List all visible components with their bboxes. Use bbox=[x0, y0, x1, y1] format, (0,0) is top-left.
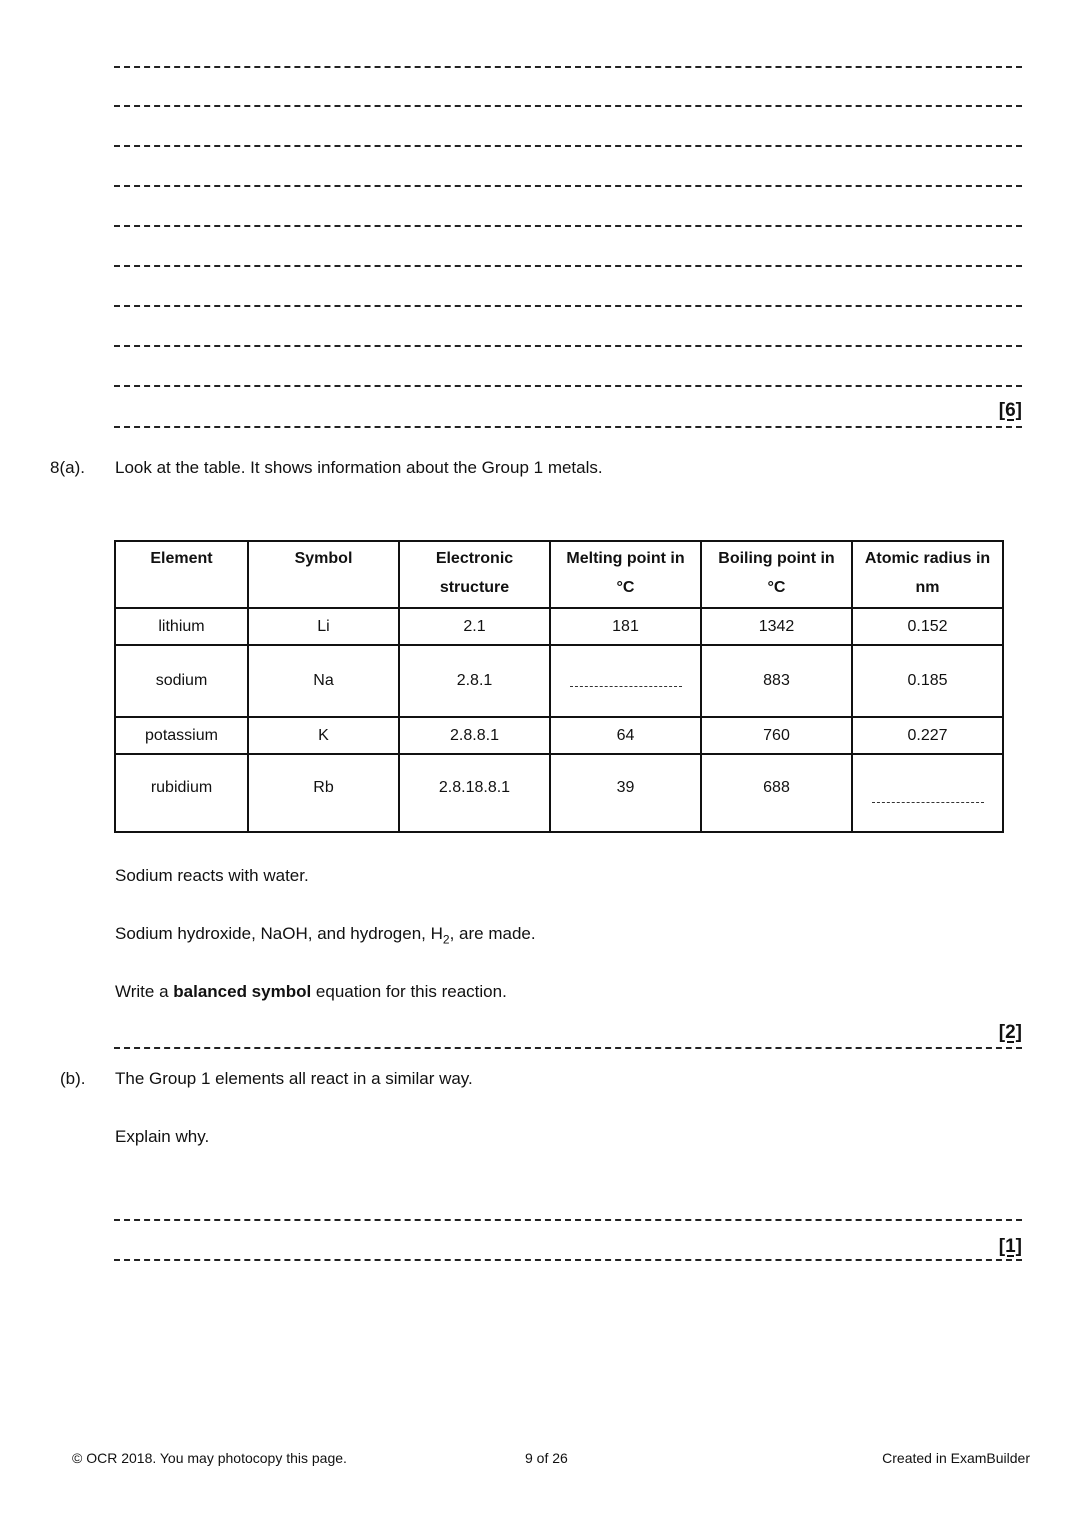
footer-copyright: © OCR 2018. You may photocopy this page. bbox=[72, 1450, 347, 1466]
cell-structure: 2.1 bbox=[399, 608, 550, 645]
answer-line[interactable] bbox=[114, 105, 1022, 107]
answer-line[interactable] bbox=[114, 305, 1022, 307]
cell-radius-blank[interactable] bbox=[852, 754, 1003, 832]
cell-element: sodium bbox=[115, 645, 248, 717]
cell-structure: 2.8.8.1 bbox=[399, 717, 550, 754]
answer-line[interactable] bbox=[114, 1219, 1022, 1221]
products-statement: Sodium hydroxide, NaOH, and hydrogen, $H_2$, are made. bbox=[115, 924, 536, 947]
cell-boiling: 760 bbox=[701, 717, 852, 754]
question-8b-prompt: Explain why. bbox=[115, 1127, 210, 1146]
group1-table bbox=[114, 540, 1004, 833]
table-row bbox=[115, 608, 1003, 645]
answer-line[interactable] bbox=[114, 265, 1022, 267]
question-intro: Look at the table. It shows information about the Group 1 metals. bbox=[115, 458, 603, 477]
answer-line[interactable] bbox=[114, 426, 1022, 428]
answer-line[interactable] bbox=[114, 145, 1022, 147]
answer-line[interactable] bbox=[114, 1259, 1022, 1261]
reaction-statement: Sodium reacts with water. bbox=[115, 866, 309, 885]
header-element: Element bbox=[115, 541, 248, 608]
cell-radius: 0.185 bbox=[852, 645, 1003, 717]
cell-symbol: Na bbox=[248, 645, 399, 717]
table-row bbox=[115, 717, 1003, 754]
footer-created-by: Created in ExamBuilder bbox=[882, 1450, 1030, 1466]
footer-page-number: 9 of 26 bbox=[525, 1450, 568, 1466]
cell-boiling: 688 bbox=[701, 754, 852, 832]
header-symbol: Symbol bbox=[248, 541, 399, 608]
instruction: Write a balanced symbol equation for this reaction. bbox=[115, 982, 507, 1001]
answer-line-8a[interactable] bbox=[114, 1047, 1022, 1049]
cell-radius: 0.227 bbox=[852, 717, 1003, 754]
header-electronic-structure: Electronic structure bbox=[399, 541, 550, 608]
header-boiling-point: Boiling point in °C bbox=[701, 541, 852, 608]
cell-element: lithium bbox=[115, 608, 248, 645]
cell-element: potassium bbox=[115, 717, 248, 754]
question-number-8a: 8(a). bbox=[50, 458, 85, 477]
table-row bbox=[115, 645, 1003, 717]
cell-symbol: Rb bbox=[248, 754, 399, 832]
cell-symbol: K bbox=[248, 717, 399, 754]
header-atomic-radius: Atomic radius in nm bbox=[852, 541, 1003, 608]
answer-line[interactable] bbox=[114, 225, 1022, 227]
answer-line[interactable] bbox=[114, 185, 1022, 187]
question-number-8b: (b). bbox=[60, 1069, 86, 1088]
cell-melting-blank[interactable] bbox=[550, 645, 701, 717]
marks-1: [1] bbox=[998, 1236, 1022, 1257]
cell-structure: 2.8.18.8.1 bbox=[399, 754, 550, 832]
cell-radius: 0.152 bbox=[852, 608, 1003, 645]
answer-line[interactable] bbox=[114, 66, 1022, 68]
answer-line[interactable] bbox=[114, 345, 1022, 347]
cell-melting: 64 bbox=[550, 717, 701, 754]
marks-2: [2] bbox=[998, 1022, 1022, 1043]
cell-element: rubidium bbox=[115, 754, 248, 832]
cell-structure: 2.8.1 bbox=[399, 645, 550, 717]
cell-boiling: 1342 bbox=[701, 608, 852, 645]
table-header-row bbox=[115, 541, 1003, 608]
cell-symbol: Li bbox=[248, 608, 399, 645]
header-melting-point: Melting point in °C bbox=[550, 541, 701, 608]
answer-line[interactable] bbox=[114, 385, 1022, 387]
marks-6: [6] bbox=[998, 400, 1022, 421]
cell-melting: 39 bbox=[550, 754, 701, 832]
question-8b-text: The Group 1 elements all react in a similar way. bbox=[115, 1069, 473, 1088]
table-row bbox=[115, 754, 1003, 832]
cell-boiling: 883 bbox=[701, 645, 852, 717]
cell-melting: 181 bbox=[550, 608, 701, 645]
